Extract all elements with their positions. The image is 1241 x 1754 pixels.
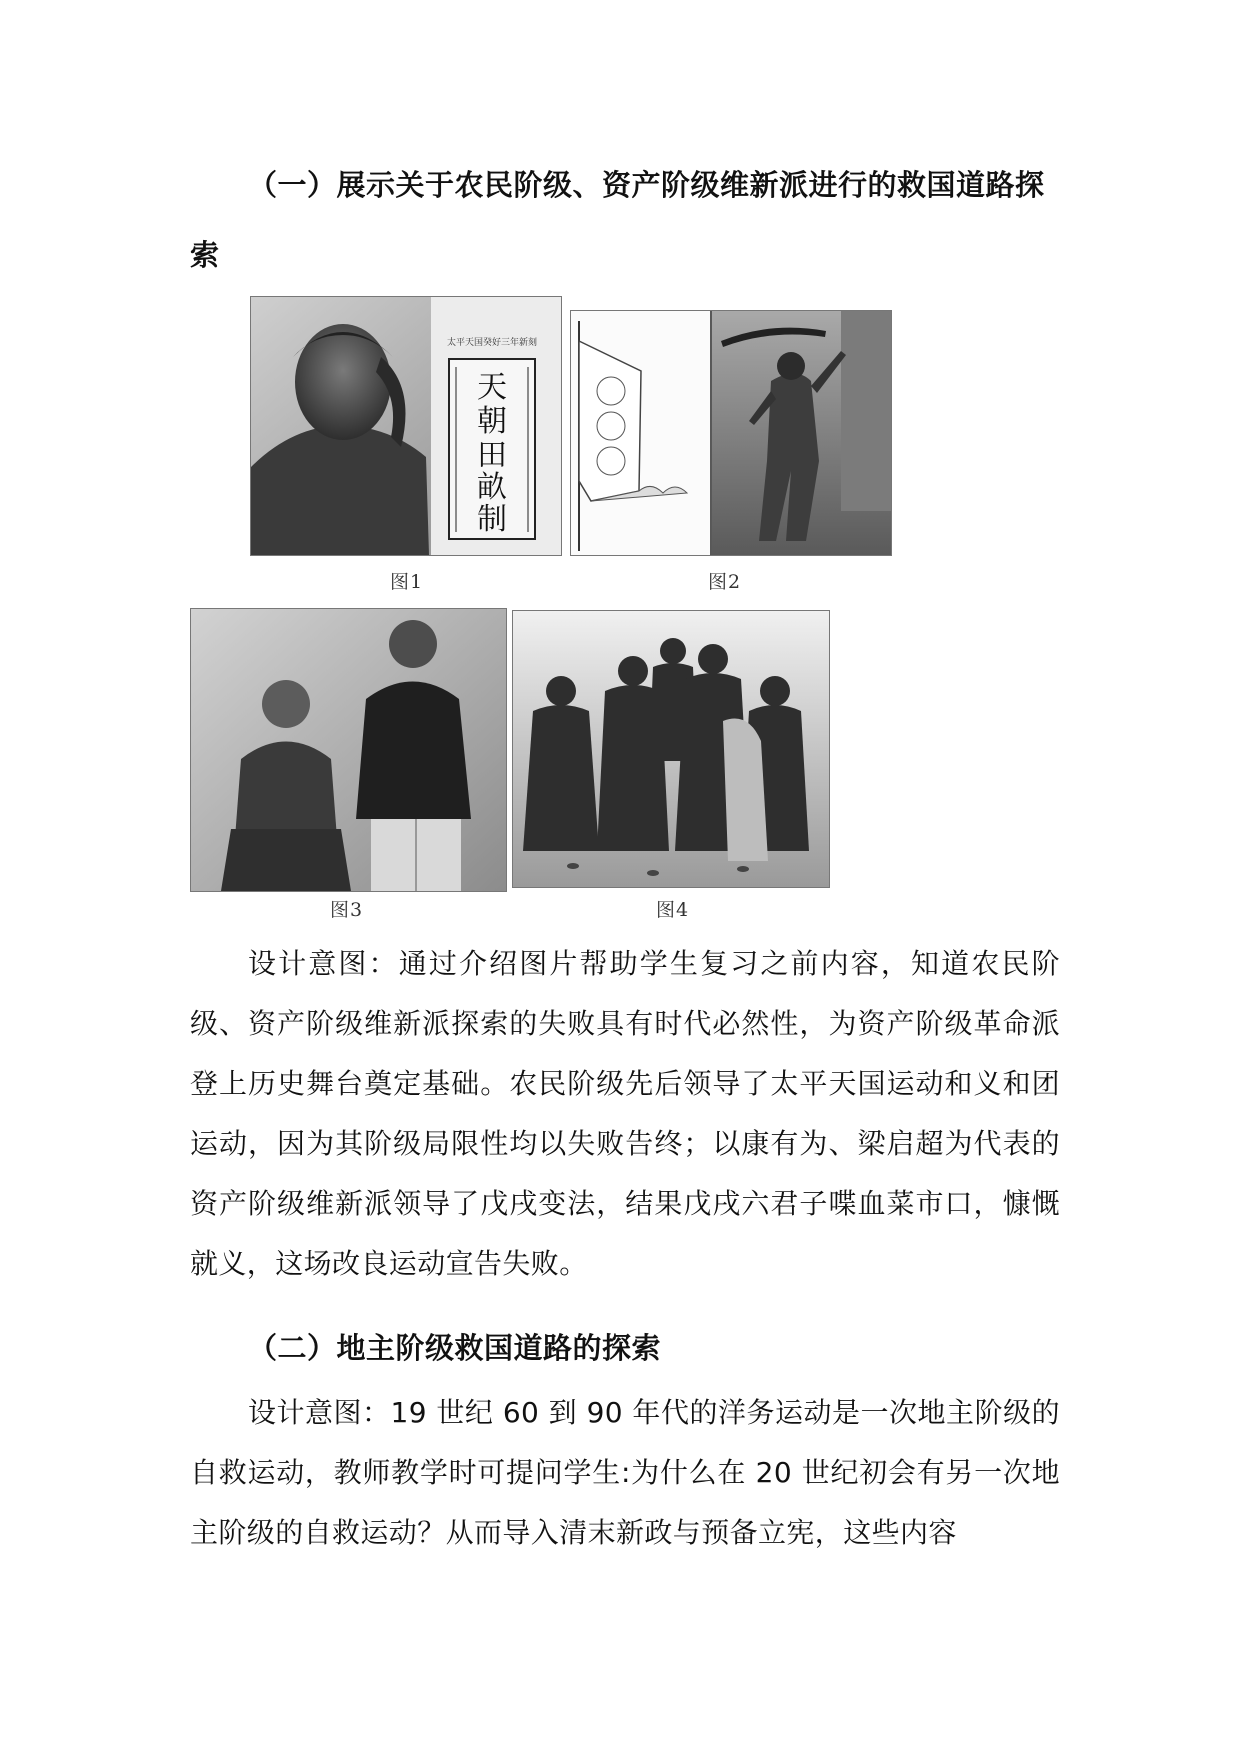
section-heading-1: （一）展示关于农民阶级、资产阶级维新派进行的救国道路探索 (190, 168, 1045, 272)
book-title-char-3: 田 (477, 438, 507, 473)
figure-1-caption: 图1 (390, 571, 424, 593)
book-title-char-4: 畝 (477, 470, 507, 505)
section-heading-2: （二）地主阶级救国道路的探索 (248, 1331, 662, 1365)
design-intent-paragraph-1: 设计意图：通过介绍图片帮助学生复习之前内容，知道农民阶级、资产阶级维新派探索的失败具有时代必然性，为资产阶级革命派登上历史舞台奠定基础。农民阶级先后领导了太平天国运动和义和团运动，因为其阶级局限性均以失败告终；以康有为、梁启超为代表的资产阶级维新派领导了戊戌变法，结果戊戌六君子喋血菜市口，慷慨就义，这场改良运动宣告失败。 (190, 947, 1060, 1280)
book-title-char-2: 朝 (477, 404, 507, 439)
design-intent-paragraph-2: 设计意图：19 世纪 60 到 90 年代的洋务运动是一次地主阶级的自救运动，教师教学时可提问学生:为什么在 20 世纪初会有另一次地主阶级的自救运动？从而导入清末新政与预备立宪，这些内容 (190, 1396, 1060, 1549)
figure-2-image (570, 310, 892, 556)
figure-3-image (190, 608, 507, 892)
book-title-char-5: 制 (477, 502, 507, 537)
book-title-char-1: 天 (477, 370, 507, 405)
figure-1-inscription: 太平天国癸好三年新刻 (446, 338, 538, 348)
figure-2-caption: 图2 (708, 571, 742, 593)
figure-4-caption: 图4 (656, 899, 690, 921)
figure-4-image (512, 610, 830, 888)
figure-3-caption: 图3 (330, 899, 364, 921)
figure-1-image (250, 296, 562, 556)
